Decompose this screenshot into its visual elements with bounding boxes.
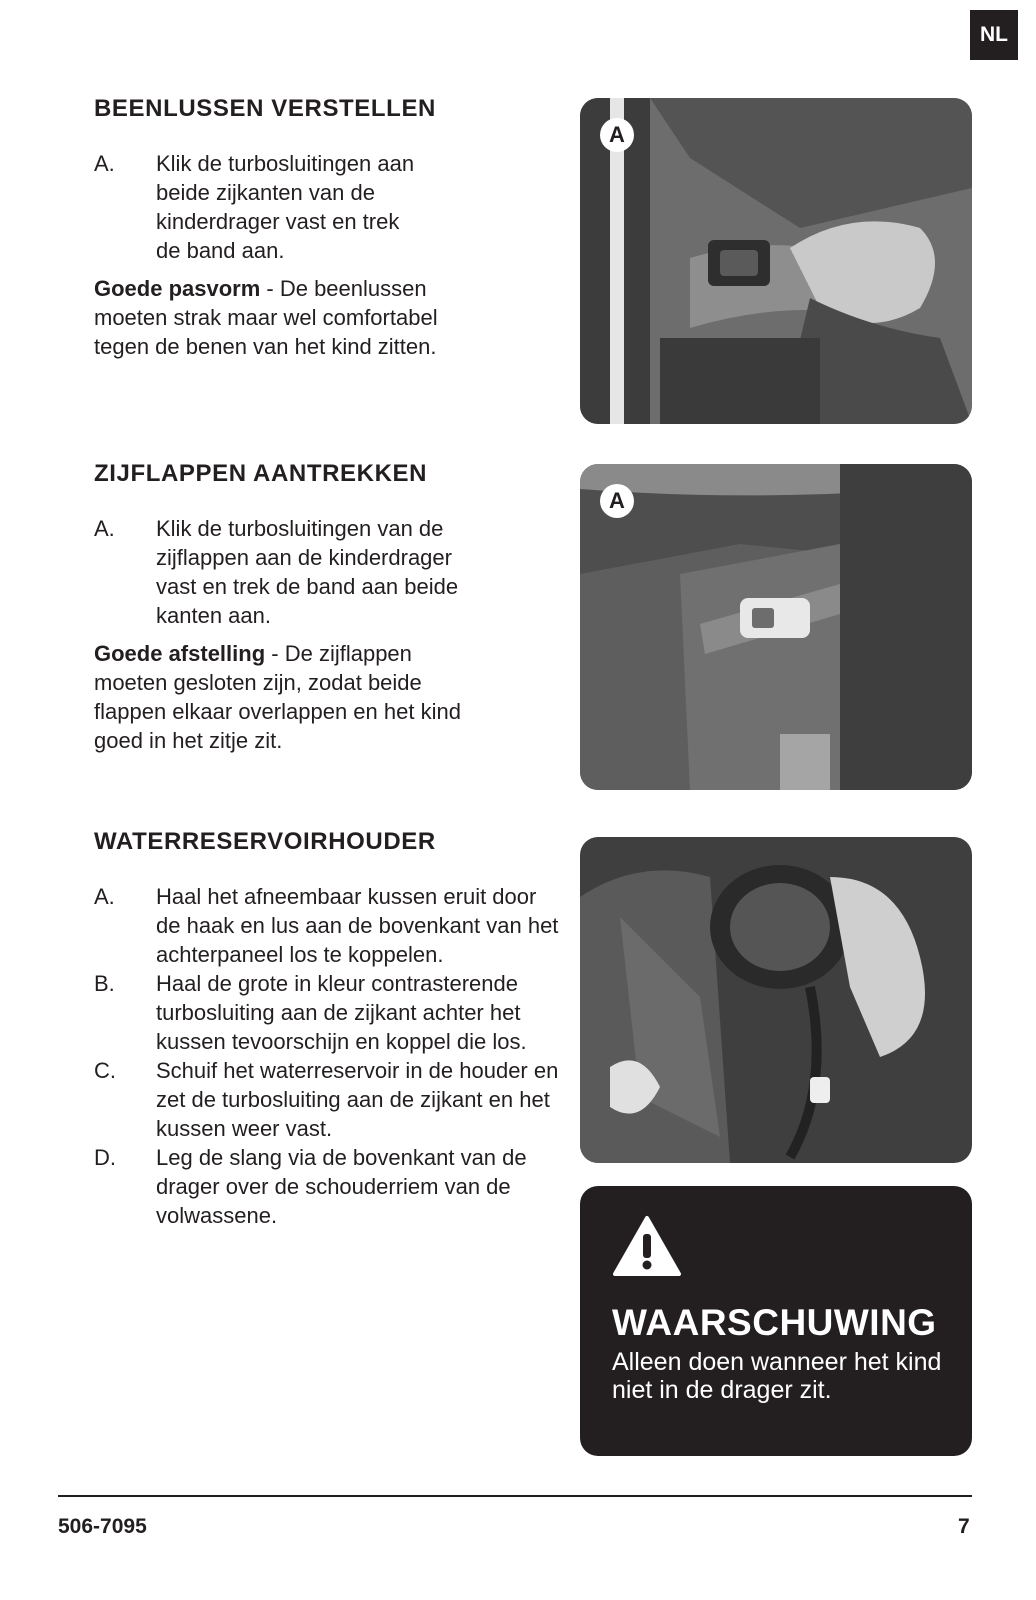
step-letter: C. — [94, 1058, 116, 1083]
step-text: Haal het afneembaar kussen eruit door de haak en lus aan de bovenkant van het achterpaneel los te koppelen. — [156, 884, 559, 967]
section-beenlussen — [94, 95, 564, 361]
step-text: Haal de grote in kleur contrasterende turbosluiting aan de zijkant achter het kussen tevoorschijn en koppel die los. — [156, 971, 527, 1054]
footer-divider — [58, 1495, 972, 1497]
section-zijflappen — [94, 460, 564, 755]
photo-badge: A — [600, 484, 634, 518]
step-c — [94, 1056, 564, 1143]
section-waterreservoirhouder — [94, 828, 564, 1230]
step-letter: B. — [94, 971, 115, 996]
step-letter: D. — [94, 1145, 116, 1170]
step-text: Klik de turbosluitingen aan beide zijkanten van de kinderdrager vast en trek de band aan. — [156, 151, 415, 263]
warning-triangle-icon — [612, 1214, 682, 1278]
step-letter: A. — [94, 884, 115, 909]
fit-note — [94, 274, 454, 361]
step-letter: A. — [94, 151, 115, 176]
photo-leg-loop-buckle — [580, 98, 972, 424]
document-code: 506-7095 — [58, 1515, 147, 1538]
step-b — [94, 969, 564, 1056]
section-title: WATERRESERVOIRHOUDER — [94, 828, 436, 855]
section-title: BEENLUSSEN VERSTELLEN — [94, 95, 436, 122]
note-text: - De zijflappen moeten gesloten zijn, zodat beide flappen elkaar overlappen en het kind goed in het zitje zit. — [94, 641, 461, 753]
step-text: Schuif het waterreservoir in de houder en zet de turbosluiting aan de zijkant en het kussen weer vast. — [156, 1058, 559, 1141]
fit-note — [94, 639, 464, 755]
step-text: Klik de turbosluitingen van de zijflappen aan de kinderdrager vast en trek de band aan beide kanten aan. — [156, 516, 459, 628]
warning-box — [580, 1186, 972, 1456]
photo-water-reservoir — [580, 837, 972, 1163]
note-label: Goede pasvorm — [94, 276, 261, 301]
warning-title: WAARSCHUWING — [612, 1302, 937, 1343]
warning-text: Alleen doen wanneer het kind niet in de drager zit. — [612, 1348, 942, 1404]
photo-badge: A — [600, 118, 634, 152]
step-a — [94, 149, 564, 265]
step-text: Leg de slang via de bovenkant van de drager over de schouderriem van de volwassene. — [156, 1145, 527, 1228]
section-title: ZIJFLAPPEN AANTREKKEN — [94, 460, 428, 487]
step-a — [94, 514, 564, 630]
step-a — [94, 882, 564, 969]
language-tab: NL — [970, 10, 1018, 60]
photo-side-flap-buckle — [580, 464, 972, 790]
note-text: - De beenlussen moeten strak maar wel comfortabel tegen de benen van het kind zitten. — [94, 276, 438, 359]
step-letter: A. — [94, 516, 115, 541]
step-d — [94, 1143, 564, 1230]
note-label: Goede afstelling — [94, 641, 266, 666]
page-number: 7 — [958, 1515, 970, 1538]
